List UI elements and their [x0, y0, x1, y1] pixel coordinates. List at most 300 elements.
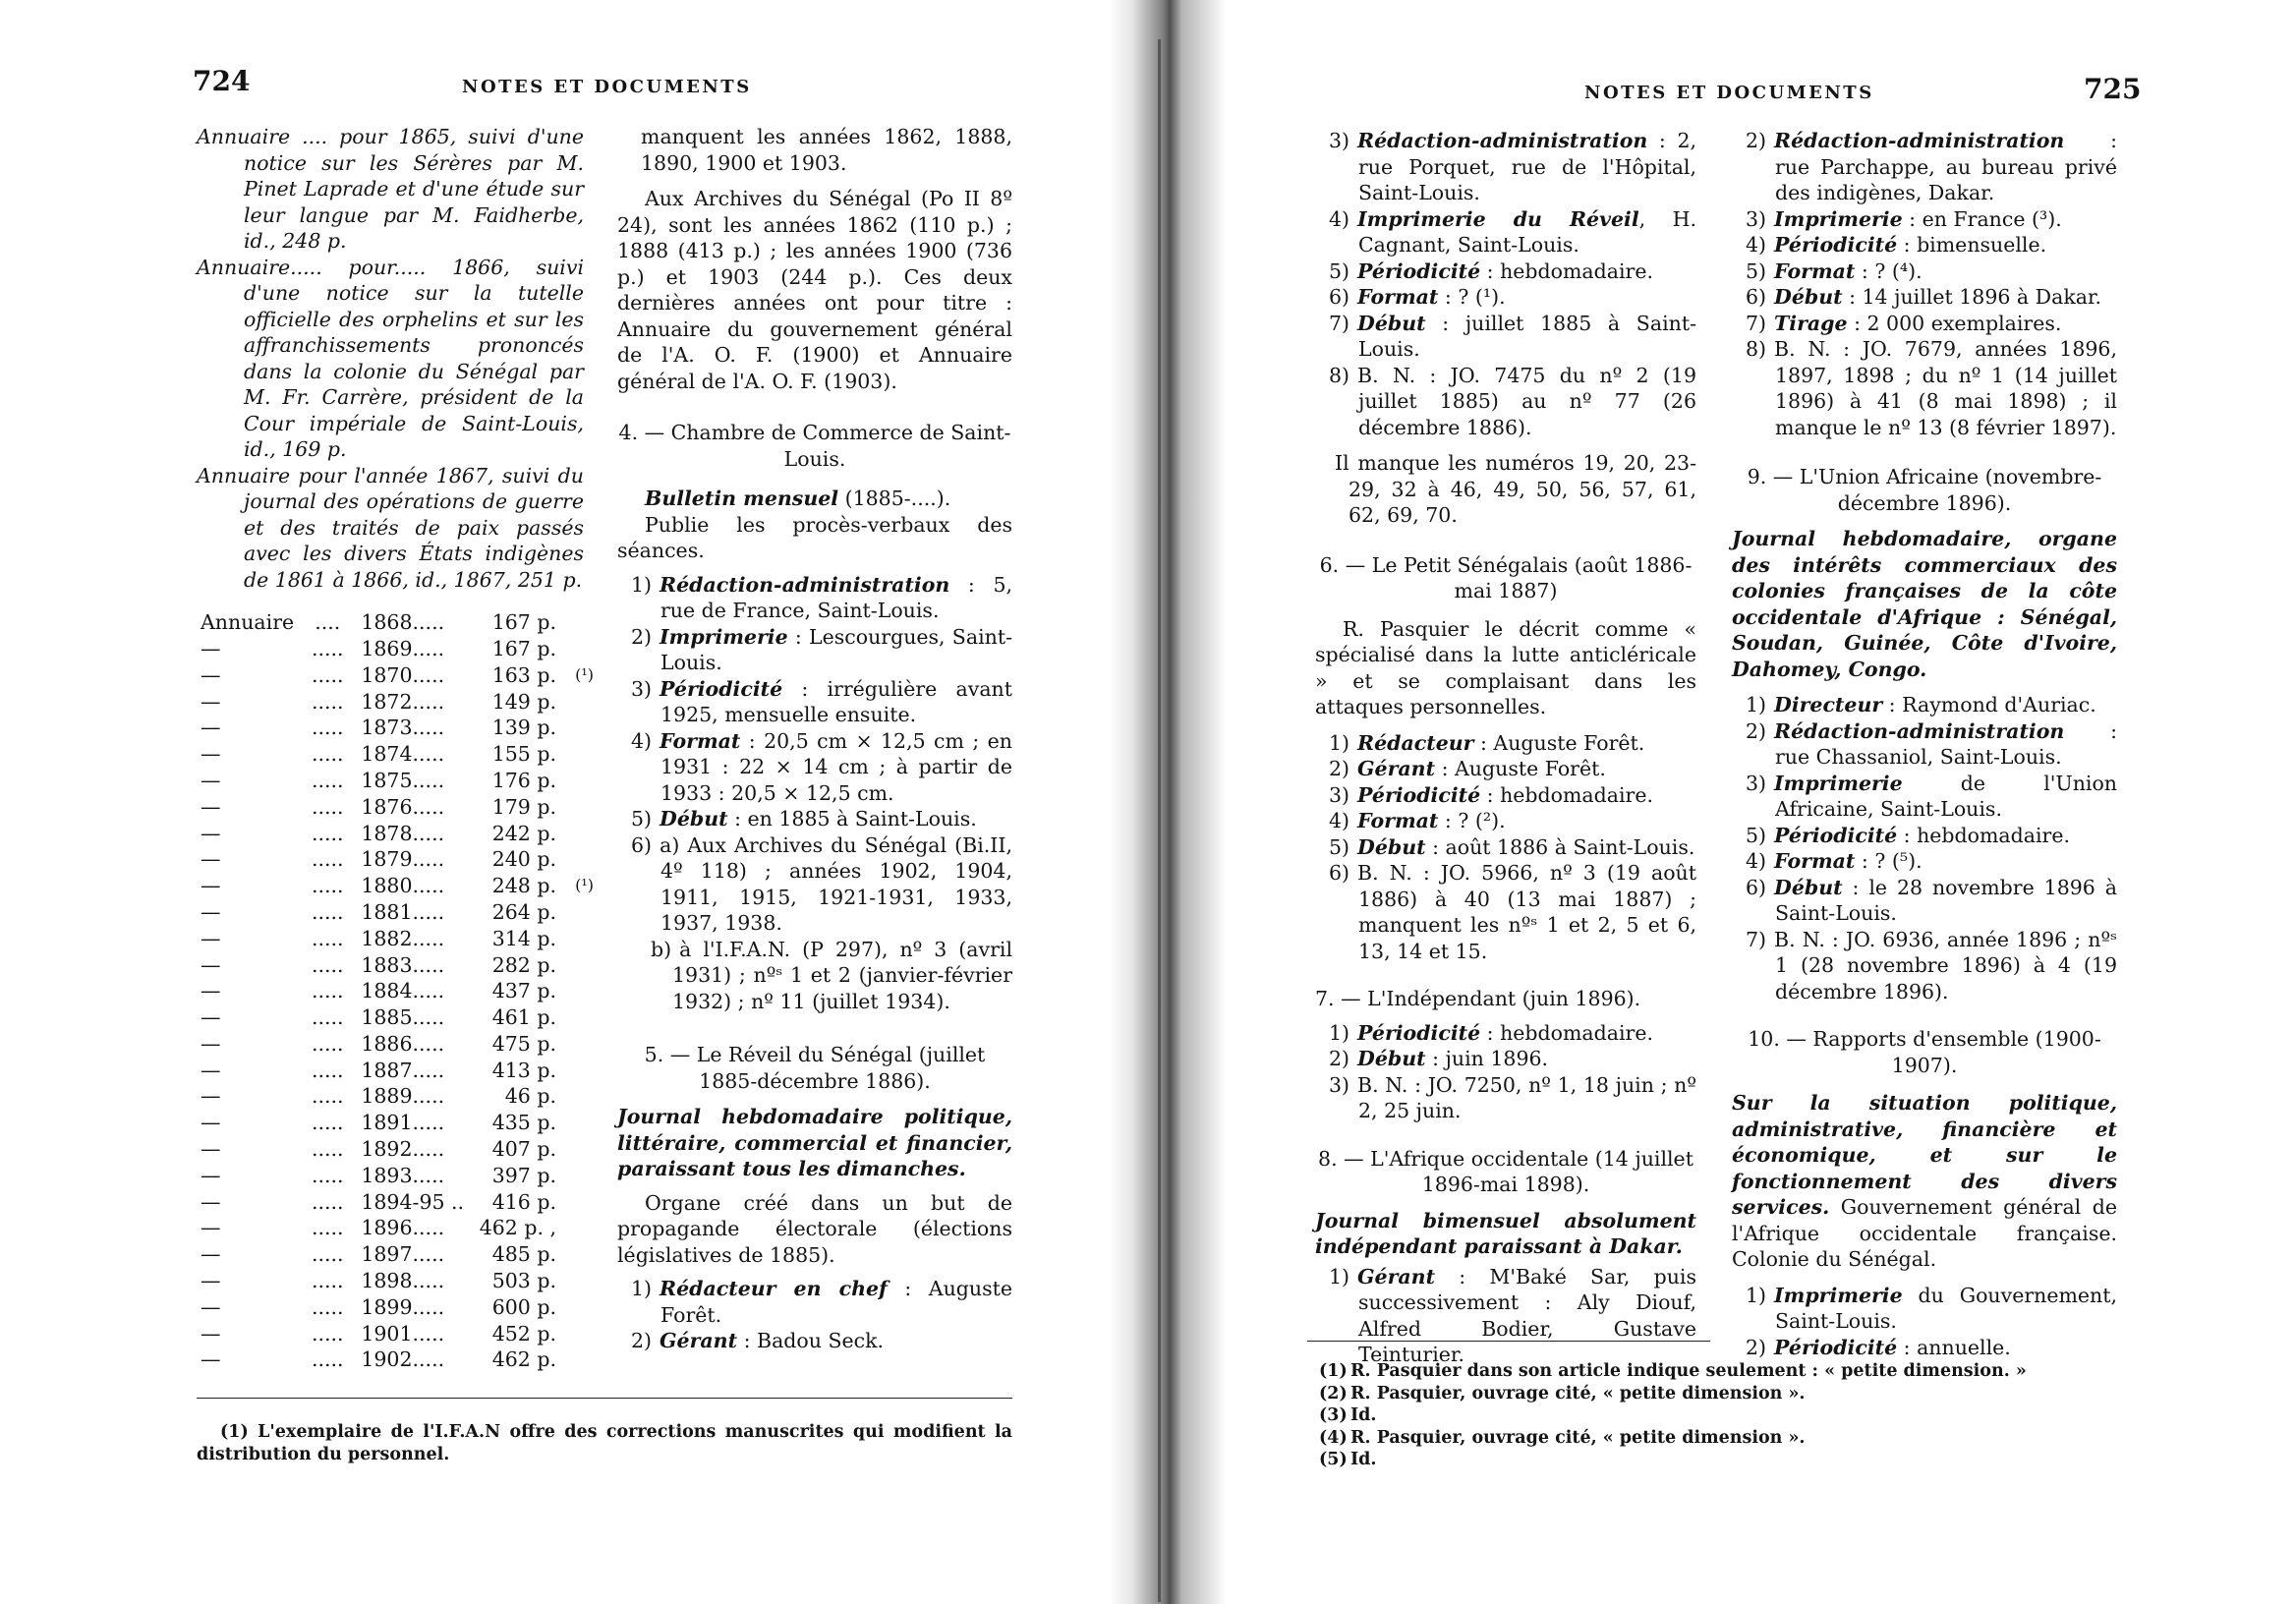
annuaire-name: — — [201, 794, 221, 819]
section-4-item-text: : irrégulière avant 1925, mensuelle ensuite. — [660, 676, 1012, 726]
section-9-item — [1732, 848, 2117, 875]
right-column-2 — [1732, 128, 2117, 1360]
annuaire-note — [556, 978, 594, 1004]
book-spine-line — [1158, 39, 1161, 1602]
annuaire-note: (¹) — [575, 664, 594, 684]
annuaire-name: — — [201, 716, 221, 740]
annuaire-dots: ..... — [311, 926, 344, 950]
section-7-item — [1315, 1046, 1696, 1072]
section-8-cont-item-text: : en France (³). — [1902, 206, 2062, 231]
right-footnote-number: (3) — [1319, 1405, 1348, 1425]
section-5-cont-item-number: 3) — [1329, 129, 1350, 152]
annuaire-row — [201, 873, 594, 899]
left-footnote: (1) L'exemplaire de l'I.F.A.N offre des corrections manuscrites qui modifient la distribution du personnel. — [197, 1422, 1012, 1464]
section-9-item-number: 1) — [1746, 693, 1767, 716]
annuaire-year: 1901..... — [361, 1321, 445, 1346]
left-column-1 — [197, 124, 584, 593]
annuaire-note — [556, 899, 594, 926]
section-6-item-label: Gérant — [1357, 757, 1436, 780]
annuaire-note — [556, 820, 594, 846]
section-4-item-text: : Lescourgues, Saint-Louis. — [660, 624, 1012, 674]
annuaire-dots: ..... — [311, 1058, 344, 1082]
annuaire-row — [201, 820, 594, 846]
section-5-cont-item-number: 4) — [1329, 206, 1350, 231]
section-5-cont-item-text: : juillet 1885 à Saint-Louis. — [1358, 311, 1696, 361]
annuaire-name: — — [201, 979, 221, 1003]
section-9-item-number: 4) — [1746, 849, 1767, 873]
section-5-cont-item-text: : hebdomadaire. — [1480, 258, 1653, 283]
right-footnotes — [1319, 1360, 2105, 1471]
section-8-cont-item-number: 7) — [1746, 311, 1767, 335]
section-5-continued-items — [1315, 128, 1696, 440]
annuaire-pages: 240 p. — [491, 847, 557, 872]
section-6-item-label: Début — [1357, 834, 1426, 859]
annuaire-year: 1876..... — [361, 794, 445, 819]
section-6-item-text: : Auguste Forêt. — [1435, 757, 1606, 780]
annuaire-year: 1883..... — [361, 952, 445, 977]
section-4-item-text: : 20,5 cm × 12,5 cm ; en 1931 : 22 × 14 cm ; à partir de 1933 : 20,5 × 12,5 cm. — [660, 728, 1012, 805]
annuaire-note — [556, 1346, 594, 1373]
annuaire-note — [556, 1215, 594, 1241]
annuaire-row — [201, 768, 594, 794]
section-6-items — [1315, 730, 1696, 965]
annuaire-pages: 407 p. — [491, 1137, 557, 1162]
section-4-item — [617, 728, 1012, 807]
section-9-item-number: 2) — [1746, 718, 1767, 743]
section-6-item-text: : août 1886 à Saint-Louis. — [1425, 834, 1695, 859]
section-4-item — [617, 832, 1012, 937]
section-7-item-number: 1) — [1329, 1020, 1350, 1045]
annuaire-year: 1897..... — [361, 1242, 445, 1267]
section-6-item-number: 5) — [1329, 834, 1350, 859]
section-4-item-number: 5) — [631, 807, 653, 831]
section-8-cont-item-number: 4) — [1746, 233, 1767, 257]
section-9-item — [1732, 823, 2117, 849]
section-5-cont-item — [1315, 284, 1696, 311]
section-8-cont-item — [1732, 336, 2117, 440]
annuaire-year: 1882..... — [361, 926, 445, 950]
section-5-cont-item-text: : ? (¹). — [1438, 285, 1506, 309]
section-10-item — [1732, 1283, 2117, 1335]
section-8-cont-item-label: Imprimerie — [1774, 206, 1903, 231]
section-9-item — [1732, 771, 2117, 823]
annuaire-pages: 139 p. — [491, 716, 557, 740]
annuaire-name: — — [201, 768, 221, 792]
section-9-title: 9. — L'Union Africaine (novembre-décembre 1896). — [1747, 465, 2102, 515]
section-10-item — [1732, 1335, 2117, 1361]
annuaire-pages: 176 p. — [491, 768, 557, 792]
annuaire-pages: 462 p. — [491, 1347, 557, 1372]
section-6-item-number: 4) — [1329, 809, 1350, 832]
annuaire-dots: ..... — [311, 874, 344, 898]
section-5-organe: Organe créé dans un but de propagande électorale (élections législatives de 1885). — [617, 1190, 1012, 1267]
annuaire-dots: ..... — [311, 847, 344, 872]
section-8-cont-item-text: : bimensuelle. — [1897, 233, 2047, 257]
annuaire-name: — — [201, 821, 221, 845]
annuaire-row — [201, 794, 594, 821]
right-footnote — [1319, 1427, 2105, 1450]
annuaire-row — [201, 1163, 594, 1189]
right-footnote-rule — [1307, 1341, 1710, 1342]
annuaire-year: 1868..... — [361, 610, 445, 635]
annuaire-pages: 437 p. — [491, 979, 557, 1003]
section-4-item-text: à l'I.F.A.N. (P 297), nº 3 (avril 1931) ; nºˢ 1 et 2 (janvier-février 1932) ; nº 11 (juillet 1934). — [672, 937, 1012, 1013]
section-7-title: 7. — L'Indépendant (juin 1896). — [1315, 987, 1641, 1010]
annuaire-year: 1891..... — [361, 1111, 445, 1135]
section-8-cont-item-number: 5) — [1746, 258, 1767, 283]
section-7-item-text: : hebdomadaire. — [1480, 1020, 1653, 1045]
right-footnote-text: R. Pasquier, ouvrage cité, « petite dimension ». — [1350, 1383, 1806, 1404]
section-9-item-label: Imprimerie — [1774, 771, 1903, 795]
annuaire-row — [201, 662, 594, 689]
section-4-item-label: Début — [660, 807, 728, 831]
annuaire-name: — — [201, 847, 221, 872]
left-column-2 — [617, 124, 1012, 1354]
annuaire-year: 1884..... — [361, 979, 445, 1003]
section-4-item — [617, 806, 1012, 832]
annuaire-pages: 248 p. — [491, 874, 557, 898]
annuaire-name: — — [201, 1084, 221, 1109]
section-8-cont-item — [1732, 128, 2117, 206]
annuaire-table-wrap — [201, 609, 594, 1373]
annuaire-note — [556, 741, 594, 768]
section-8-cont-item-text: B. N. : JO. 7679, années 1896, 1897, 1898 ; du nº 1 (14 juillet 1896) à 41 (8 mai 1898) ; il manque le nº 13 (8 février 1897). — [1774, 337, 2117, 439]
section-10-title: 10. — Rapports d'ensemble (1900-1907). — [1748, 1027, 2101, 1077]
section-5-description: Journal hebdomadaire politique, littéraire, commercial et financier, paraissant tous les dimanches. — [617, 1105, 1012, 1180]
section-9-item-label: Rédaction-administration — [1774, 718, 2065, 743]
section-6-item — [1315, 730, 1696, 757]
section-9-item-label: Directeur — [1774, 693, 1883, 716]
archives-paragraph: Aux Archives du Sénégal (Po II 8º 24), sont les années 1862 (110 p.) ; 1888 (413 p.) ; les années 1900 (736 p.) et 1903 (244 p.). Ces deux dernières années ont pour titre : Annuaire du gouvernement général de l'A. O. F. (1900) et Annuaire général de l'A. O. F. (1903). — [617, 187, 1012, 393]
annuaire-pages: 485 p. — [491, 1242, 557, 1267]
annuaire-pages: 435 p. — [491, 1111, 557, 1135]
section-9-item — [1732, 718, 2117, 771]
annuaire-pages: 149 p. — [491, 689, 557, 714]
section-5-cont-item-text: : 2, rue Porquet, rue de l'Hôpital, Saint-Louis. — [1358, 129, 1696, 204]
annuaire-note — [556, 1163, 594, 1189]
right-footnote-number: (1) — [1319, 1361, 1348, 1381]
annuaire-year: 1902..... — [361, 1347, 445, 1372]
annuaire-dots: ..... — [311, 689, 344, 714]
section-6-item-label: Périodicité — [1357, 782, 1481, 807]
section-5-cont-item-number: 6) — [1329, 285, 1350, 309]
section-9-item — [1732, 875, 2117, 927]
annuaire-note — [556, 768, 594, 794]
section-8-cont-item — [1732, 232, 2117, 258]
section-9-item-number: 7) — [1746, 927, 1767, 951]
section-8-cont-item — [1732, 258, 2117, 285]
annuaire-note — [556, 1136, 594, 1163]
section-9-item-text: : Raymond d'Auriac. — [1882, 693, 2096, 716]
section-7-item-label: Périodicité — [1357, 1020, 1481, 1045]
section-4-bulletin: Bulletin mensuel (1885-....). — [645, 487, 951, 510]
annuaire-row — [201, 978, 594, 1004]
annuaire-dots: ..... — [311, 1031, 344, 1056]
section-8-title: 8. — L'Afrique occidentale (14 juillet 1896-mai 1898). — [1318, 1146, 1693, 1196]
right-footnote-text: Id. — [1350, 1450, 1377, 1469]
section-6-item-number: 1) — [1329, 730, 1350, 755]
annuaire-note — [556, 1189, 594, 1216]
right-column-1 — [1315, 128, 1696, 1368]
section-6-item — [1315, 834, 1696, 861]
section-8-cont-item-text: : rue Parchappe, au bureau privé des indigènes, Dakar. — [1775, 129, 2117, 204]
missing-years-text: manquent les années 1862, 1888, 1890, 1900 et 1903. — [641, 125, 1012, 175]
section-8-cont-item-number: 3) — [1746, 206, 1767, 231]
annuaire-note — [556, 1241, 594, 1268]
section-5-cont-item-label: Imprimerie du Réveil — [1357, 206, 1639, 231]
right-footnote — [1319, 1404, 2105, 1427]
section-9-description: Journal hebdomadaire, organe des intérêts commerciaux des colonies françaises de la côte occidentale d'Afrique : Sénégal, Soudan, Guinée, Côte d'Ivoire, Dahomey, Congo. — [1732, 527, 2117, 681]
section-10-items — [1732, 1283, 2117, 1361]
annuaire-row — [201, 1136, 594, 1163]
section-8-cont-item-number: 6) — [1746, 285, 1767, 309]
annuaire-note — [556, 1031, 594, 1058]
annuaire-name: — — [201, 1163, 221, 1187]
section-8-cont-item-number: 2) — [1746, 129, 1767, 152]
annuaire-row — [201, 1215, 594, 1241]
annuaire-pages: 462 p. , — [479, 1216, 557, 1240]
annuaire-year: 1899..... — [361, 1294, 445, 1319]
section-4-item-number: 1) — [631, 572, 653, 597]
section-5-cont-item-text: B. N. : JO. 7475 du nº 2 (19 juillet 1885) au nº 77 (26 décembre 1886). — [1357, 363, 1696, 439]
annuaire-name: — — [201, 1242, 221, 1267]
annuaire-year: 1894-95 .. — [361, 1189, 465, 1214]
section-4-items — [617, 572, 1012, 1015]
section-4-item-label: Rédaction-administration — [660, 572, 950, 597]
section-5-cont-item — [1315, 258, 1696, 285]
annuaire-dots: ..... — [311, 1137, 344, 1162]
annuaire-pages: 167 p. — [491, 610, 557, 635]
section-5-item-number: 2) — [631, 1329, 653, 1352]
section-5-cont-item-label: Début — [1357, 311, 1426, 335]
section-8-cont-item-label: Périodicité — [1774, 233, 1898, 257]
annuaire-row — [201, 926, 594, 952]
annuaire-row — [201, 1058, 594, 1084]
annuaire-name: — — [201, 1111, 221, 1135]
section-8-cont-item-label: Format — [1774, 258, 1856, 283]
annuaire-note — [556, 688, 594, 715]
section-6-item — [1315, 860, 1696, 964]
annuaire-pages: 452 p. — [491, 1321, 557, 1346]
section-4-item-number: 4) — [631, 728, 653, 753]
left-page — [0, 0, 1140, 1604]
annuaire-name: — — [201, 1269, 221, 1293]
annuaire-dots: ..... — [311, 1005, 344, 1030]
annuaire-entry-1866: Annuaire..... pour..... 1866, suivi d'une notice sur la tutelle officielle des orphelins et sur les affranchissements prononcés dans la colonie du Sénégal par M. Fr. Carrère, président de la Cour impériale de Saint-Louis, id., 169 p. — [197, 255, 584, 461]
annuaire-year: 1870..... — [361, 662, 445, 687]
section-9-item-text: B. N. : JO. 6936, année 1896 ; nºˢ 1 (28 novembre 1896) à 4 (19 décembre 1896). — [1774, 927, 2117, 1003]
section-5-title: 5. — Le Réveil du Sénégal (juillet 1885-décembre 1886). — [644, 1043, 986, 1093]
section-6-item-label: Format — [1357, 809, 1439, 832]
section-8-item-text: : M'Baké Sar, puis successivement : Aly Diouf, Alfred Bodier, Gustave Teinturier. — [1358, 1264, 1696, 1366]
annuaire-pages: 475 p. — [491, 1031, 557, 1056]
section-9-item-label: Début — [1774, 875, 1843, 899]
section-7-item-number: 3) — [1329, 1072, 1350, 1097]
annuaire-note — [556, 1321, 594, 1347]
left-running-head: NOTES ET DOCUMENTS — [462, 77, 752, 97]
annuaire-dots: ..... — [311, 1111, 344, 1135]
section-8-item-number: 1) — [1329, 1264, 1350, 1289]
section-5-cont-item-label: Rédaction-administration — [1357, 129, 1648, 152]
annuaire-row — [201, 1083, 594, 1110]
section-6-item-text: : ? (²). — [1438, 809, 1506, 832]
annuaire-year: 1878..... — [361, 821, 445, 845]
annuaire-note — [556, 1110, 594, 1136]
annuaire-note: (¹) — [575, 876, 594, 895]
section-4-item-text: : 5, rue de France, Saint-Louis. — [660, 572, 1012, 622]
section-7-item-text: B. N. : JO. 7250, nº 1, 18 juin ; nº 2, 25 juin. — [1357, 1072, 1696, 1122]
annuaire-name: Annuaire — [201, 610, 295, 635]
annuaire-row — [201, 741, 594, 768]
annuaire-row — [201, 636, 594, 662]
annuaire-dots: ..... — [311, 899, 344, 924]
annuaire-name: — — [201, 1189, 221, 1214]
section-8-description: Journal bimensuel absolument indépendant paraissant à Dakar. — [1315, 1208, 1696, 1258]
section-5-cont-item — [1315, 128, 1696, 206]
annuaire-pages: 397 p. — [491, 1163, 557, 1187]
section-5-item — [617, 1328, 1012, 1354]
annuaire-pages: 179 p. — [491, 794, 557, 819]
annuaire-pages: 167 p. — [491, 636, 557, 660]
section-4-item-number: 2) — [631, 624, 653, 649]
annuaire-name: — — [201, 662, 221, 687]
annuaire-pages: 242 p. — [491, 821, 557, 845]
annuaire-note — [556, 1268, 594, 1294]
annuaire-year: 1880..... — [361, 874, 445, 898]
annuaire-dots: ..... — [311, 1321, 344, 1346]
section-9-item-text: : le 28 novembre 1896 à Saint-Louis. — [1775, 875, 2117, 925]
annuaire-dots: ..... — [311, 662, 344, 687]
section-4-item-text: : en 1885 à Saint-Louis. — [727, 807, 977, 831]
annuaire-note — [556, 794, 594, 821]
section-7-item — [1315, 1020, 1696, 1047]
section-5-cont-item — [1315, 363, 1696, 441]
section-4-publie: Publie les procès-verbaux des séances. — [617, 512, 1012, 562]
annuaire-year: 1896..... — [361, 1216, 445, 1240]
annuaire-note — [556, 609, 594, 636]
section-5-cont-item-number: 5) — [1329, 258, 1350, 283]
annuaire-year: 1893..... — [361, 1163, 445, 1187]
annuaire-year: 1889..... — [361, 1084, 445, 1109]
annuaire-year: 1892..... — [361, 1137, 445, 1162]
annuaire-year: 1898..... — [361, 1269, 445, 1293]
section-5-item-label: Gérant — [660, 1329, 738, 1352]
annuaire-name: — — [201, 1058, 221, 1082]
annuaire-pages: 503 p. — [491, 1269, 557, 1293]
annuaire-note — [556, 1004, 594, 1031]
annuaire-row — [201, 609, 594, 636]
section-8-cont-item-text: : 2 000 exemplaires. — [1847, 311, 2062, 335]
annuaire-name: — — [201, 1031, 221, 1056]
annuaire-pages: 461 p. — [491, 1005, 557, 1030]
section-8-item — [1315, 1264, 1696, 1368]
annuaire-name: — — [201, 742, 221, 767]
annuaire-pages: 600 p. — [491, 1294, 557, 1319]
annuaire-dots: ..... — [311, 794, 344, 819]
section-9-item — [1732, 692, 2117, 718]
section-8-continued-items — [1732, 128, 2117, 440]
annuaire-pages: 163 p. — [491, 662, 557, 687]
section-10-item-text: du Gouvernement, Saint-Louis. — [1775, 1283, 2117, 1333]
annuaire-name: — — [201, 1216, 221, 1240]
section-9-item-text: : rue Chassaniol, Saint-Louis. — [1775, 718, 2117, 769]
section-5-cont-item — [1315, 206, 1696, 258]
section-4-item — [617, 676, 1012, 728]
annuaire-row — [201, 1268, 594, 1294]
right-page — [1170, 0, 2296, 1604]
annuaire-row — [201, 688, 594, 715]
annuaire-row — [201, 899, 594, 926]
section-4-item — [617, 572, 1012, 624]
annuaire-year: 1881..... — [361, 899, 445, 924]
annuaire-note — [556, 1058, 594, 1084]
annuaire-pages: 282 p. — [491, 952, 557, 977]
annuaire-dots: ..... — [311, 1163, 344, 1187]
annuaire-name: — — [201, 1321, 221, 1346]
section-8-cont-item-label: Tirage — [1774, 311, 1848, 335]
annuaire-name: — — [201, 952, 221, 977]
section-5-item-number: 1) — [631, 1277, 653, 1300]
section-8-item-label: Gérant — [1357, 1264, 1436, 1289]
annuaire-note — [556, 1294, 594, 1321]
section-6-item — [1315, 756, 1696, 782]
annuaire-year: 1885..... — [361, 1005, 445, 1030]
annuaire-pages: 416 p. — [491, 1189, 557, 1214]
annuaire-row — [201, 1241, 594, 1268]
annuaire-year: 1873..... — [361, 716, 445, 740]
annuaire-name: — — [201, 1347, 221, 1372]
section-9-item-number: 5) — [1746, 823, 1767, 847]
section-4-item-text: Aux Archives du Sénégal (Bi.II, 4º 118) ; années 1902, 1904, 1911, 1915, 1921-1931, 1933, 1937, 1938. — [660, 832, 1013, 935]
right-footnote-text: Id. — [1350, 1405, 1377, 1425]
section-5-items — [617, 1276, 1012, 1354]
annuaire-entry-1867: Annuaire pour l'année 1867, suivi du journal des opérations de guerre et des traités de paix passés avec les divers États indigènes de 1861 à 1866, id., 1867, 251 p. — [197, 463, 584, 592]
section-5-cont-item-number: 8) — [1329, 363, 1350, 387]
annuaire-row — [201, 846, 594, 873]
annuaire-name: — — [201, 1137, 221, 1162]
annuaire-year: 1874..... — [361, 742, 445, 767]
annuaire-table — [201, 609, 594, 1373]
section-6-item-number: 3) — [1329, 782, 1350, 807]
section-10-item-label: Imprimerie — [1774, 1283, 1903, 1307]
section-9-item-label: Périodicité — [1774, 823, 1898, 847]
section-5-cont-item-number: 7) — [1329, 311, 1350, 335]
section-9-item-text: de l'Union Africaine, Saint-Louis. — [1775, 771, 2117, 821]
section-6-item — [1315, 782, 1696, 809]
section-8-cont-item-text: : ? (⁴). — [1855, 258, 1923, 283]
left-footnote-rule — [197, 1398, 1012, 1399]
annuaire-dots: ..... — [311, 1242, 344, 1267]
right-footnote-text: R. Pasquier dans son article indique seulement : « petite dimension. » — [1350, 1361, 2027, 1381]
annuaire-pages: 264 p. — [491, 899, 557, 924]
section-9-item — [1732, 927, 2117, 1005]
annuaire-dots: ..... — [311, 1189, 344, 1214]
right-footnote-number: (2) — [1319, 1383, 1348, 1404]
annuaire-pages: 413 p. — [491, 1058, 557, 1082]
section-9-item-text: : hebdomadaire. — [1897, 823, 2070, 847]
annuaire-dots: ..... — [311, 1294, 344, 1319]
section-6-item-text: B. N. : JO. 5966, nº 3 (19 août 1886) à 40 (13 mai 1887) ; manquent les nºˢ 1 et 2, 5 et 6, 13, 14 et 15. — [1357, 861, 1696, 963]
right-page-number: 725 — [2084, 73, 2142, 105]
section-5-item — [617, 1276, 1012, 1328]
section-5-cont-item-label: Périodicité — [1357, 258, 1481, 283]
section-6-item-text: : hebdomadaire. — [1480, 782, 1653, 807]
right-footnote — [1319, 1360, 2105, 1383]
annuaire-row — [201, 951, 594, 978]
section-8-cont-item — [1732, 206, 2117, 233]
section-4-item — [617, 624, 1012, 676]
annuaire-year: 1887..... — [361, 1058, 445, 1082]
